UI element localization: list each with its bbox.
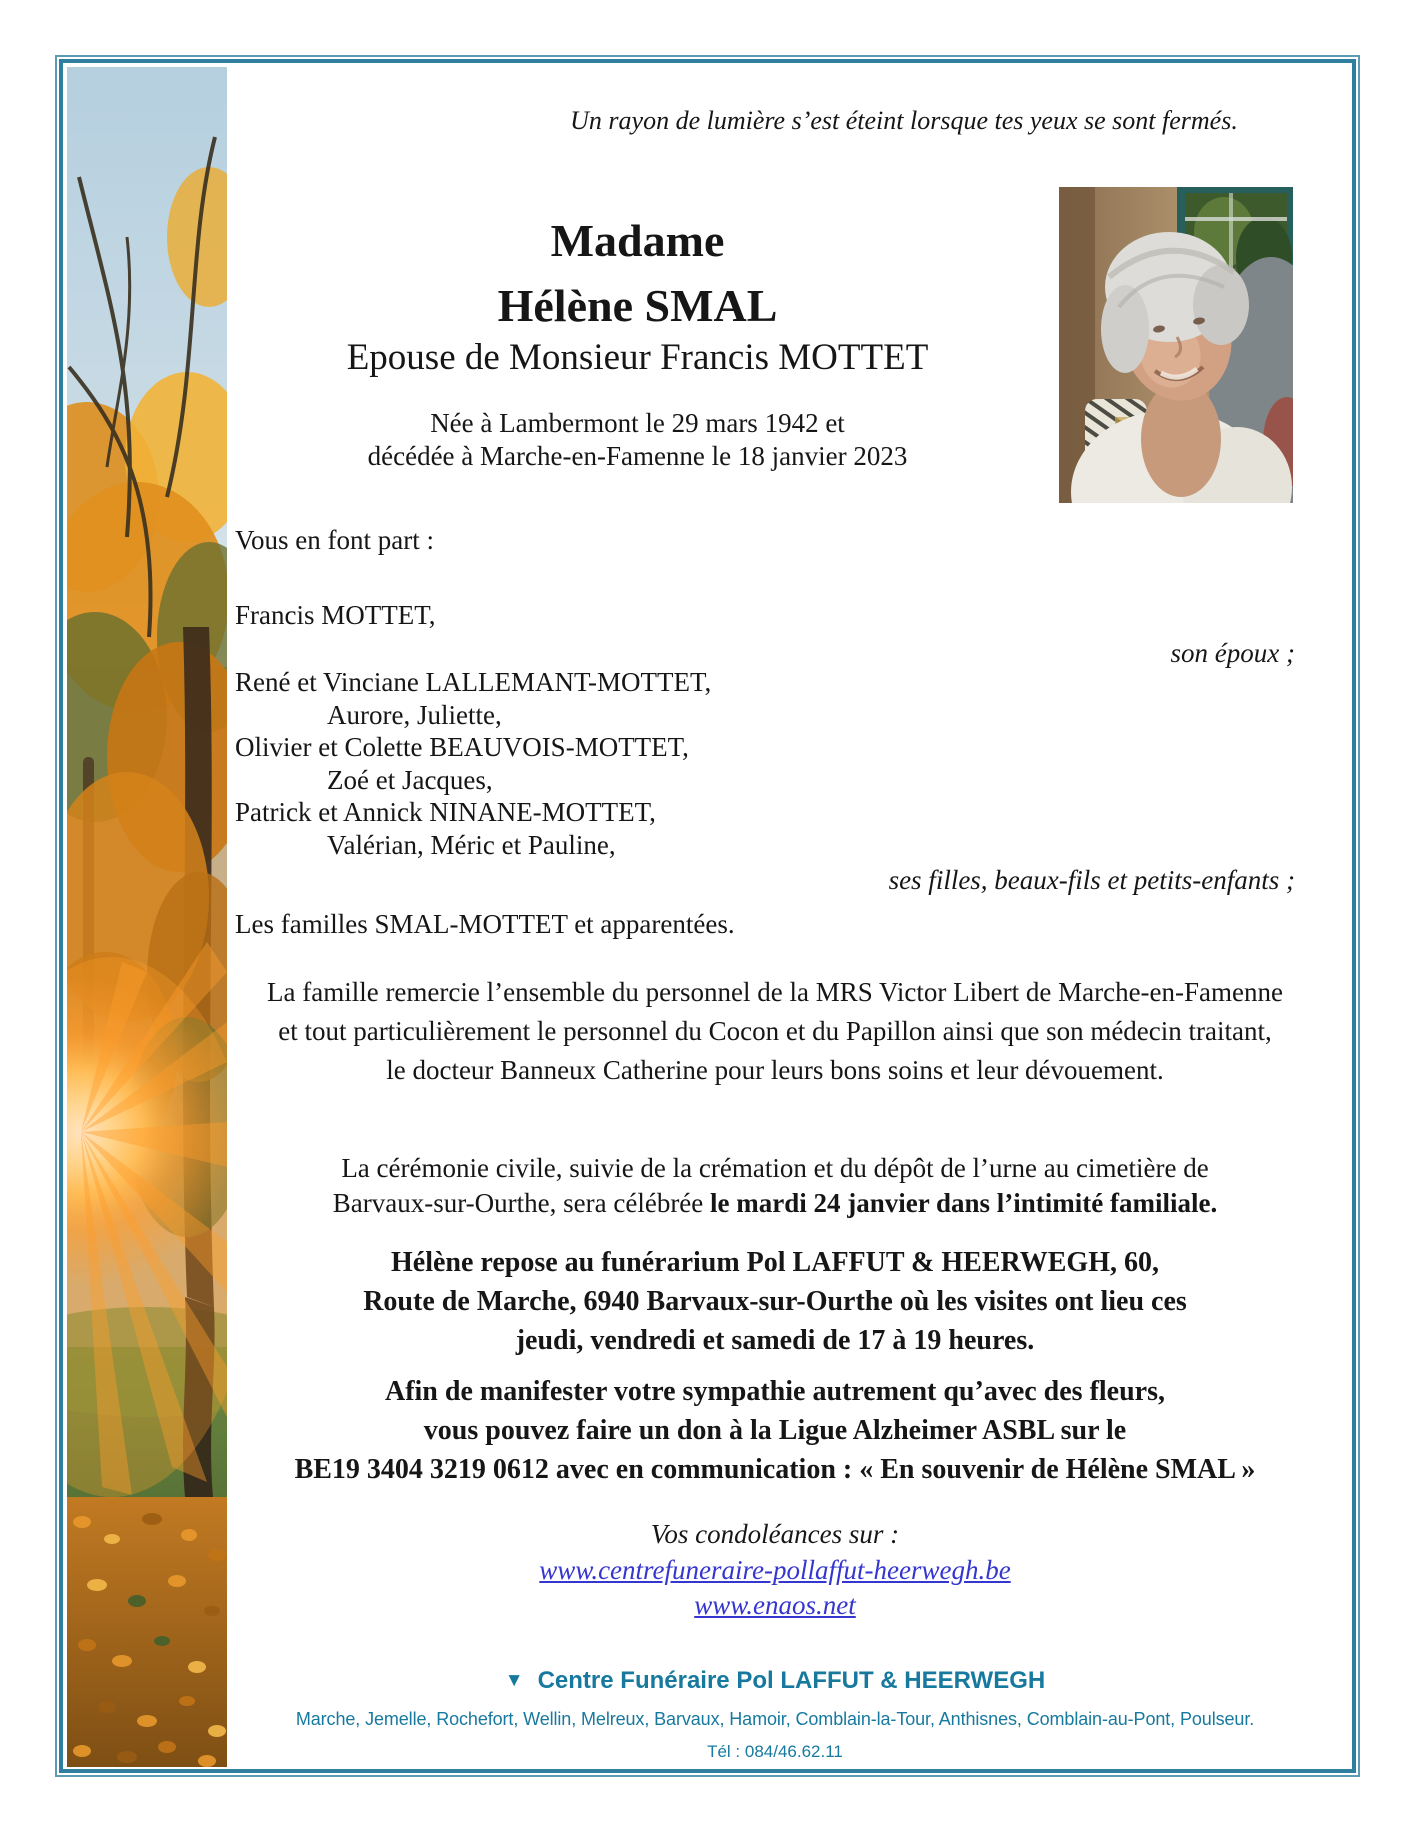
repose-paragraph [235,1243,1315,1360]
thanks-paragraph [235,973,1315,1090]
condolences-links [235,1553,1315,1623]
condolences-link-enaos[interactable]: www.enaos.net [694,1590,856,1620]
repose-line: Hélène repose au funérarium Pol LAFFUT & HEERWEGH, 60, [391,1247,1159,1278]
brand-name: Centre Funéraire Pol LAFFUT & HEERWEGH [537,1667,1046,1694]
donation-line: vous pouvez faire un don à la Ligue Alzheimer ASBL sur le [423,1415,1127,1446]
thanks-line: et tout particulièrement le personnel du Cocon et du Papillon ainsi que son médecin traitant, [278,1016,1272,1046]
husband-relation: son époux ; [1170,638,1295,668]
repose-line: jeudi, vendredi et samedi de 17 à 19 heures. [515,1325,1035,1356]
header-block [235,214,1040,473]
condolences-link-funeraire[interactable]: www.centrefuneraire-pollaffut-heerwegh.be [539,1555,1011,1585]
donation-line: BE19 3404 3219 0612 avec en communication : « En souvenir de Hélène SMAL » [294,1454,1256,1485]
family-line: Valérian, Méric et Pauline, [327,829,616,860]
birth-line: Née à Lambermont le 29 mars 1942 et [430,408,845,438]
phone-number: Tél : 084/46.62.11 [707,1742,843,1761]
announcement-intro: Vous en font part : [235,525,434,555]
epigraph: Un rayon de lumière s’est éteint lorsque tes yeux se sont fermés. [570,106,1238,135]
branch-cities: Marche, Jemelle, Rochefort, Wellin, Melreux, Barvaux, Hamoir, Comblain-la-Tour, Anthisnes, Comblain-au-Pont, Poulseur. [295,1709,1255,1729]
content-column [235,0,1315,1833]
ceremony-line2-bold: le mardi 24 janvier dans l’intimité familiale. [710,1188,1218,1218]
family-line: René et Vinciane LALLEMANT-MOTTET, [235,667,712,697]
death-line: décédée à Marche-en-Famenne le 18 janvier 2023 [367,441,908,471]
thanks-line: La famille remercie l’ensemble du personnel de la MRS Victor Libert de Marche-en-Famenne [267,977,1283,1007]
ceremony-line1: La cérémonie civile, suivie de la crémation et du dépôt de l’urne au cimetière de [341,1153,1209,1183]
down-triangle-icon: ▼ [504,1670,524,1691]
autumn-scene-graphic [67,67,227,1767]
family-line: Patrick et Annick NINANE-MOTTET, [235,797,656,827]
family-list [235,666,1315,861]
page-title: Madame [550,215,725,266]
family-line: Aurore, Juliette, [327,699,502,730]
thanks-line: le docteur Banneux Catherine pour leurs bons soins et leur dévouement. [386,1055,1164,1085]
ceremony-line2 [235,1186,1315,1221]
extended-families-line: Les familles SMAL-MOTTET et apparentées. [235,909,735,939]
family-relation: ses filles, beaux-fils et petits-enfants ; [888,865,1295,895]
donation-line: Afin de manifester votre sympathie autrement qu’avec des fleurs, [384,1376,1165,1407]
spouse-subtitle: Epouse de Monsieur Francis MOTTET [346,337,929,378]
deceased-name: Hélène SMAL [497,280,778,331]
birth-death-dates [235,407,1040,473]
autumn-trees-photo [67,67,227,1767]
funeral-home-brand [235,1666,1315,1698]
repose-line: Route de Marche, 6940 Barvaux-sur-Ourthe où les visites ont lieu ces [363,1286,1187,1317]
family-line: Olivier et Colette BEAUVOIS-MOTTET, [235,732,689,762]
ceremony-line2-normal: Barvaux-sur-Ourthe, sera célébrée [332,1188,711,1218]
family-line: Zoé et Jacques, [327,764,493,795]
condolences-label: Vos condoléances sur : [650,1519,900,1549]
donation-paragraph [235,1372,1315,1489]
ceremony-paragraph [235,1151,1315,1221]
husband-name: Francis MOTTET, [235,600,436,630]
